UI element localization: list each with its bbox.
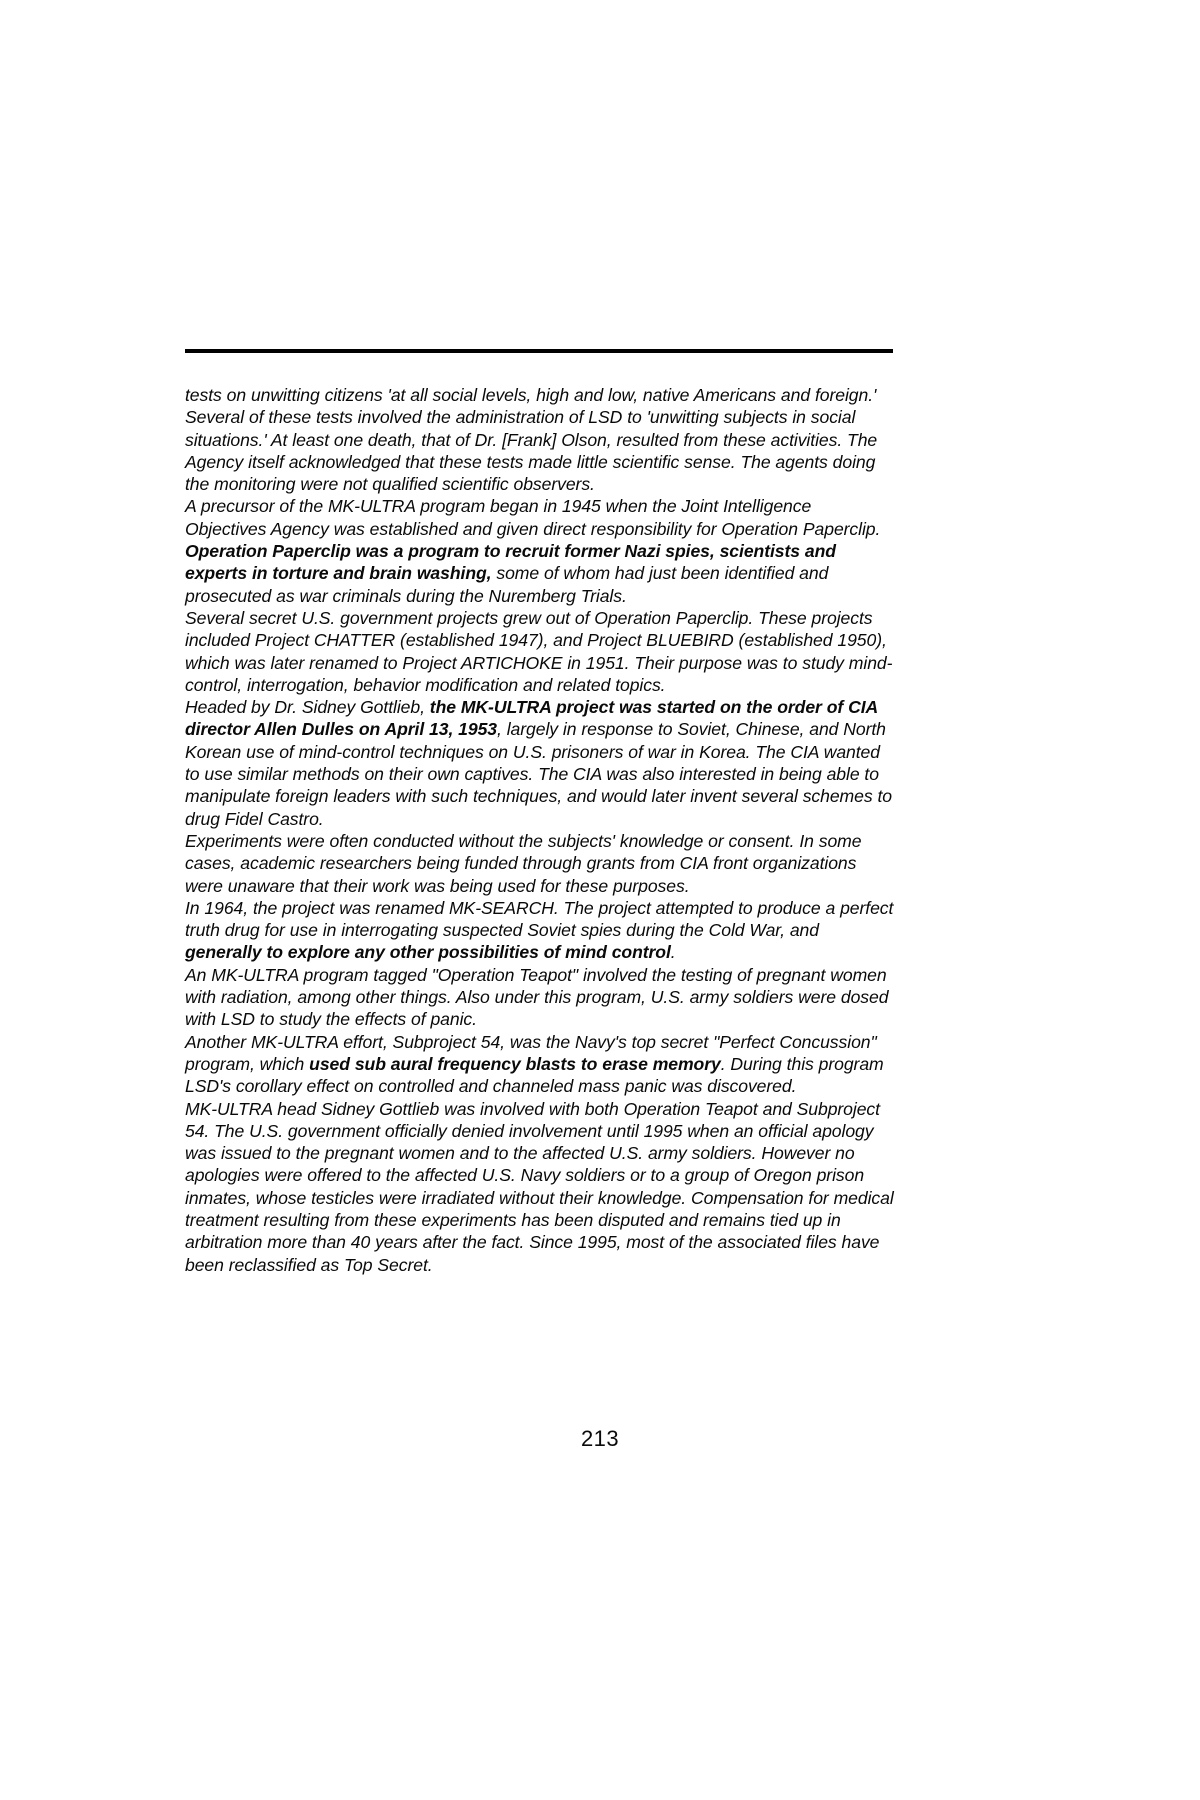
paragraph-unwitting-tests	[185, 384, 895, 495]
text-run: Experiments were often conducted without the subjects' knowledge or consent. In some cases, academic researchers being funded through grants from CIA front organizations were unaware that their work was being used for these purposes.	[185, 830, 862, 896]
text-run: MK-ULTRA head Sidney Gottlieb was involved with both Operation Teapot and Subproject 54. The U.S. government officially denied involvement until 1995 when an official apology was issued to the pregnant women and to the affected U.S. army soldiers. However no apologies were offered to the affected U.S. Navy soldiers or to a group of Oregon prison inmates, whose testicles were irradiated without their knowledge. Compensation for medical treatment resulting from these experiments has been disputed and remains tied up in arbitration more than 40 years after the fact. Since 1995, most of the associated files have been reclassified as Top Secret.	[185, 1098, 894, 1275]
text-run: In 1964, the project was renamed MK-SEARCH. The project attempted to produce a perfect truth drug for use in interrogating suspected Soviet spies during the Cold War, and	[185, 897, 894, 941]
paragraph-without-consent	[185, 830, 895, 897]
text-run: Several secret U.S. government projects grew out of Operation Paperclip. These projects included Project CHATTER (established 1947), and Project BLUEBIRD (established 1950), which was later renamed to Project ARTICHOKE in 1951. Their purpose was to study mind-control, interrogation, behavior modification and related topics.	[185, 607, 893, 695]
emphasis-run: Operation Paperclip was a program to recruit former Nazi spies, scientists and experts in torture and brain washing,	[185, 541, 836, 584]
text-run: .	[670, 942, 676, 963]
paragraph-mk-search	[185, 897, 895, 964]
text-run: Headed by Dr. Sidney Gottlieb,	[185, 697, 430, 718]
text-run: . During this program LSD's corollary effect on controlled and channeled mass panic was discovered.	[185, 1053, 884, 1097]
emphasis-run: the MK-ULTRA project was started on the order of CIA director Allen Dulles on April 13, 1953	[185, 697, 878, 740]
page-body-text	[185, 384, 895, 1276]
paragraph-operation-teapot	[185, 964, 895, 1031]
emphasis-run: generally to explore any other possibilities of mind control	[185, 942, 671, 963]
paragraph-paperclip	[185, 495, 895, 606]
paragraph-apology-1995	[185, 1098, 895, 1276]
text-run: Another MK-ULTRA effort, Subproject 54, was the Navy's top secret "Perfect Concussion" program, which	[185, 1031, 877, 1074]
page-number: 213	[581, 1426, 619, 1451]
text-run: some of whom had just been identified and prosecuted as war criminals during the Nuremberg Trials.	[185, 563, 829, 606]
paragraph-chatter-bluebird	[185, 607, 895, 696]
text-run: A precursor of the MK-ULTRA program began in 1945 when the Joint Intelligence Objectives Agency was established and given direct responsibility for Operation Paperclip.	[185, 496, 881, 539]
text-run: tests on unwitting citizens 'at all social levels, high and low, native Americans and foreign.' Several of these tests involved the administration of LSD to 'unwitting subjects in social situations.' At least one death, that of Dr. [Frank] Olson, resulted from these activities. The Agency itself acknowledged that these tests made little scientific sense. The agents doing the monitoring were not qualified scientific observers.	[185, 385, 878, 495]
paragraph-gottlieb-dulles	[185, 696, 895, 830]
text-run: An MK-ULTRA program tagged "Operation Teapot" involved the testing of pregnant women with radiation, among other things. Also under this program, U.S. army soldiers were dosed with LSD to study the effects of panic.	[185, 964, 889, 1030]
emphasis-run: used sub aural frequency blasts to erase memory	[309, 1053, 721, 1074]
paragraph-perfect-concussion	[185, 1031, 895, 1098]
text-run: , largely in response to Soviet, Chinese, and North Korean use of mind-control techniques on U.S. prisoners of war in Korea. The CIA wanted to use similar methods on their own captives. The CIA was also interested in being able to manipulate foreign leaders with such techniques, and would later invent several schemes to drug Fidel Castro.	[185, 719, 892, 829]
header-rule	[185, 349, 893, 353]
